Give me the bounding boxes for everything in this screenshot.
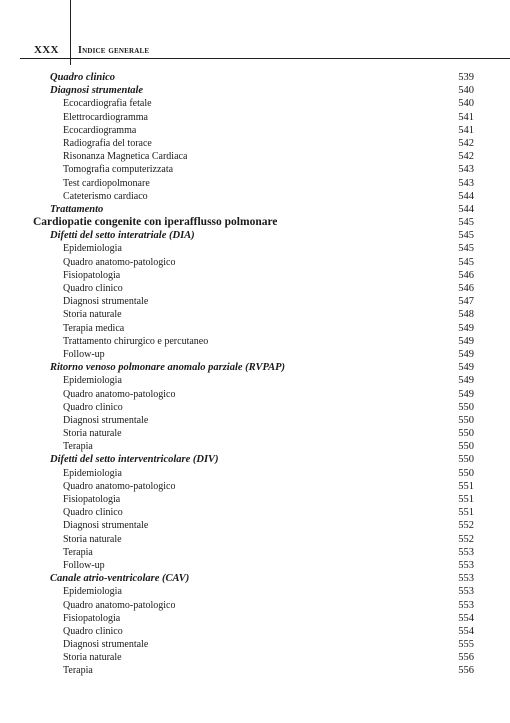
toc-entry-title: Quadro anatomo-patologico <box>63 256 176 268</box>
toc-entry-title: Epidemiologia <box>63 375 122 387</box>
toc-entry <box>33 651 474 664</box>
toc-entry-title: Terapia <box>63 665 93 677</box>
toc-entry-page: 553 <box>458 573 474 585</box>
toc-entry <box>33 493 474 506</box>
toc-entry-page: 550 <box>458 401 474 413</box>
toc-entry-title: Storia naturale <box>63 533 122 545</box>
toc-entry-page: 550 <box>458 467 474 479</box>
toc-entry <box>33 111 474 124</box>
toc-entry-title: Quadro clinico <box>63 625 123 637</box>
toc-entry-page: 552 <box>458 520 474 532</box>
toc-entry-page: 554 <box>458 612 474 624</box>
toc-entry <box>33 216 474 229</box>
toc-entry <box>33 374 474 387</box>
toc-entry-title: Epidemiologia <box>63 467 122 479</box>
toc-entry <box>33 348 474 361</box>
toc-entry <box>33 229 474 242</box>
toc-entry-title: Diagnosi strumentale <box>63 520 149 532</box>
toc-entry <box>33 190 474 203</box>
toc-entry <box>33 335 474 348</box>
toc-entry-page: 549 <box>458 375 474 387</box>
toc-entry-page: 549 <box>458 388 474 400</box>
toc-entry-title: Epidemiologia <box>63 243 122 255</box>
toc-entry-title: Cardiopatie congenite con iperafflusso polmonare <box>33 216 278 229</box>
toc-entry-page: 550 <box>458 428 474 440</box>
toc-entry <box>33 97 474 110</box>
toc-entry <box>33 388 474 401</box>
toc-entry-page: 549 <box>458 322 474 334</box>
toc-entry-title: Cateterismo cardiaco <box>63 190 148 202</box>
toc-entry-page: 550 <box>458 414 474 426</box>
toc-entry-title: Diagnosi strumentale <box>63 639 149 651</box>
toc-entry-title: Diagnosi strumentale <box>63 296 149 308</box>
toc-entry <box>33 163 474 176</box>
toc-entry-page: 552 <box>458 533 474 545</box>
toc-entry-title: Difetti del setto interatriale (DIA) <box>50 230 195 242</box>
toc-entry-page: 545 <box>458 230 474 242</box>
toc-entry <box>33 453 474 466</box>
toc-entry-title: Fisiopatologia <box>63 612 121 624</box>
toc-entry-title: Terapia medica <box>63 322 125 334</box>
toc-entry-title: Tomografia computerizzata <box>63 164 174 176</box>
toc-entry <box>33 533 474 546</box>
toc-entry-page: 549 <box>458 348 474 360</box>
toc-entry-title: Ecocardiografia fetale <box>63 98 152 110</box>
toc-entry-title: Epidemiologia <box>63 586 122 598</box>
toc-entry-title: Risonanza Magnetica Cardiaca <box>63 151 188 163</box>
toc-entry-title: Test cardiopolmonare <box>63 177 150 189</box>
toc-entry-title: Trattamento <box>50 203 104 215</box>
toc-entry-page: 548 <box>458 309 474 321</box>
toc-entry-page: 550 <box>458 454 474 466</box>
header-horizontal-rule <box>20 58 510 59</box>
toc-entry <box>33 519 474 532</box>
toc-entry-page: 554 <box>458 625 474 637</box>
toc-entry-page: 544 <box>458 190 474 202</box>
toc-entry <box>33 282 474 295</box>
toc-entry-page: 556 <box>458 665 474 677</box>
toc-entry <box>33 322 474 335</box>
toc-entry-title: Quadro clinico <box>50 72 116 83</box>
toc-entry-page: 539 <box>458 72 474 83</box>
toc-entry <box>33 269 474 282</box>
toc-entry <box>33 124 474 137</box>
toc-entry <box>33 84 474 97</box>
toc-entry-page: 549 <box>458 362 474 374</box>
toc-entry-page: 551 <box>458 494 474 505</box>
toc-entry-page: 543 <box>458 177 474 189</box>
toc-entry-title: Fisiopatologia <box>63 494 121 505</box>
toc-entry-title: Ecocardiogramma <box>63 124 137 136</box>
toc-entry-title: Quadro anatomo-patologico <box>63 388 176 400</box>
toc-entry-page: 547 <box>458 296 474 308</box>
toc-entry-page: 553 <box>458 546 474 558</box>
toc-entry-title: Fisiopatologia <box>63 269 121 281</box>
toc-entry-page: 553 <box>458 586 474 598</box>
toc-entry-page: 546 <box>458 269 474 281</box>
toc-entry <box>33 137 474 150</box>
toc-entry <box>33 559 474 572</box>
toc-entry <box>33 242 474 255</box>
page-number: XXX <box>34 44 59 56</box>
toc-entry <box>33 546 474 559</box>
toc-entry <box>33 638 474 651</box>
toc-entry-page: 545 <box>458 243 474 255</box>
toc-entry-page: 540 <box>458 98 474 110</box>
toc-entry <box>33 599 474 612</box>
toc-entry-title: Quadro anatomo-patologico <box>63 599 176 611</box>
toc-entry-page: 542 <box>458 151 474 163</box>
toc-entry-title: Quadro clinico <box>63 401 123 413</box>
toc-entry <box>33 361 474 374</box>
toc-entry <box>33 612 474 625</box>
toc-entry <box>33 295 474 308</box>
toc-entry-title: Elettrocardiogramma <box>63 111 148 123</box>
toc-entry <box>33 427 474 440</box>
toc-entry-title: Ritorno venoso polmonare anomalo parziale (RVPAP) <box>50 362 286 374</box>
toc-entry-title: Diagnosi strumentale <box>63 414 149 426</box>
toc-entry-title: Difetti del setto interventricolare (DIV) <box>50 454 219 466</box>
toc-entry <box>33 203 474 216</box>
toc-entry-page: 550 <box>458 441 474 453</box>
toc-entry-title: Canale atrio-ventricolare (CAV) <box>50 573 190 585</box>
toc-entry <box>33 585 474 598</box>
toc-entry-page: 551 <box>458 480 474 492</box>
toc-entry-title: Quadro clinico <box>63 507 123 519</box>
toc-entry <box>33 401 474 414</box>
toc-entry <box>33 256 474 269</box>
toc-entry-page: 541 <box>458 111 474 123</box>
toc-entry <box>33 150 474 163</box>
toc-entry-title: Quadro anatomo-patologico <box>63 480 176 492</box>
toc-entry-title: Quadro clinico <box>63 283 123 294</box>
toc-entry-page: 553 <box>458 559 474 571</box>
toc-entry-title: Diagnosi strumentale <box>50 85 144 97</box>
toc-entry-page: 545 <box>458 217 474 229</box>
toc-entry <box>33 177 474 190</box>
toc-entry-title: Trattamento chirurgico e percutaneo <box>63 335 209 347</box>
header-vertical-rule <box>70 0 71 65</box>
toc-entry <box>33 308 474 321</box>
toc-entry-page: 553 <box>458 599 474 611</box>
toc-entry <box>33 664 474 677</box>
toc-entry <box>33 572 474 585</box>
toc-entry <box>33 506 474 519</box>
toc-entry <box>33 467 474 480</box>
toc-entry-title: Storia naturale <box>63 309 122 321</box>
toc-entry <box>33 414 474 427</box>
toc-entry <box>33 480 474 493</box>
toc-entry-title: Terapia <box>63 441 93 453</box>
toc-entry <box>33 440 474 453</box>
table-of-contents <box>33 71 474 678</box>
toc-entry-page: 555 <box>458 639 474 651</box>
toc-entry-page: 556 <box>458 652 474 664</box>
toc-entry-title: Follow-up <box>63 559 105 571</box>
toc-entry-page: 543 <box>458 164 474 176</box>
toc-entry-title: Storia naturale <box>63 652 122 664</box>
running-title: Indice generale <box>78 45 150 56</box>
toc-entry-page: 551 <box>458 507 474 519</box>
toc-entry-page: 544 <box>458 203 474 215</box>
toc-entry-title: Terapia <box>63 546 93 558</box>
toc-entry-title: Storia naturale <box>63 428 122 440</box>
toc-entry-title: Follow-up <box>63 348 105 360</box>
toc-entry-page: 545 <box>458 256 474 268</box>
toc-entry-page: 546 <box>458 283 474 294</box>
toc-entry <box>33 625 474 638</box>
toc-entry-page: 542 <box>458 137 474 149</box>
toc-entry-page: 541 <box>458 124 474 136</box>
toc-entry-page: 540 <box>458 85 474 97</box>
toc-entry-title: Radiografia del torace <box>63 137 152 149</box>
toc-entry-page: 549 <box>458 335 474 347</box>
toc-entry <box>33 71 474 84</box>
